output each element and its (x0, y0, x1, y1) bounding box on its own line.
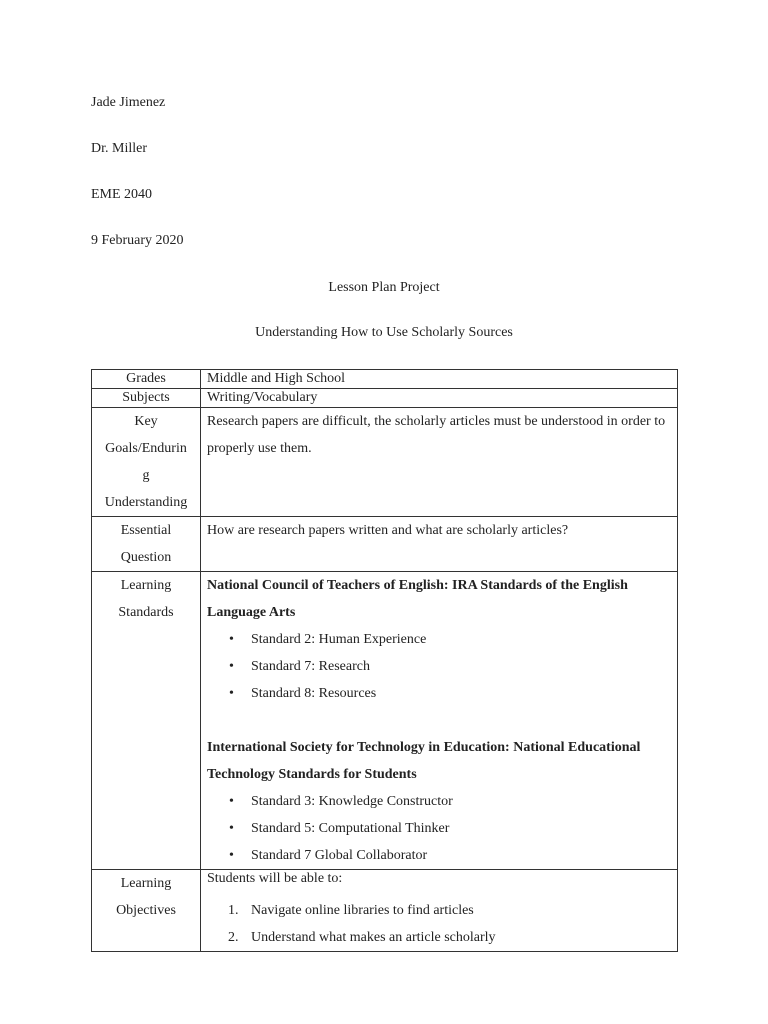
document-subtitle: Understanding How to Use Scholarly Sources (255, 325, 513, 340)
objective-text: Navigate online libraries to find articles (251, 903, 474, 918)
standards-list (207, 788, 671, 869)
list-item (207, 897, 671, 924)
spacer (207, 707, 671, 734)
objective-text: Understand what makes an article scholarly (251, 930, 496, 945)
standard-text: Standard 7 Global Collaborator (251, 848, 428, 863)
list-item (207, 653, 671, 680)
key-goals-label-line: Understanding (104, 495, 188, 510)
essential-question-label-line: Essential (120, 523, 172, 538)
key-goals-label (92, 408, 201, 517)
learning-objectives-label (92, 870, 201, 952)
list-number: 2. (228, 930, 239, 945)
table-row-learning-objectives (92, 870, 678, 952)
standards-list (207, 626, 671, 707)
key-goals-label-line: Goals/Endurin (105, 441, 187, 456)
table-row-essential-question (92, 517, 678, 572)
bullet-icon: • (229, 794, 234, 809)
objectives-list (207, 897, 671, 951)
essential-question-label-line: Question (120, 550, 172, 565)
document-date: 9 February 2020 (91, 233, 184, 248)
lesson-plan-table (91, 369, 678, 952)
standards-group-heading: National Council of Teachers of English: IRA Standards of the English Language Arts (207, 578, 628, 620)
key-goals-value: Research papers are difficult, the scholarly articles must be understood in order to properly use them. (201, 408, 678, 517)
learning-objectives-label-line: Learning (120, 876, 172, 891)
course-code: EME 2040 (91, 187, 153, 202)
key-goals-label-line: Key (134, 414, 158, 429)
learning-standards-label-line: Learning (120, 578, 172, 593)
standard-text: Standard 3: Knowledge Constructor (251, 794, 453, 809)
learning-objectives-value (201, 870, 678, 952)
learning-standards-label (92, 572, 201, 870)
bullet-icon: • (229, 686, 234, 701)
subjects-value: Writing/Vocabulary (201, 389, 678, 408)
student-name: Jade Jimenez (91, 95, 166, 110)
instructor-name: Dr. Miller (91, 141, 147, 156)
learning-standards-value (201, 572, 678, 870)
standard-text: Standard 8: Resources (251, 686, 377, 701)
table-row-learning-standards (92, 572, 678, 870)
list-item (207, 626, 671, 653)
essential-question-label (92, 517, 201, 572)
list-item (207, 680, 671, 707)
list-item (207, 788, 671, 815)
key-goals-label-line: g (142, 468, 150, 483)
essential-question-value: How are research papers written and what are scholarly articles? (201, 517, 678, 572)
standard-text: Standard 5: Computational Thinker (251, 821, 450, 836)
list-number: 1. (228, 903, 239, 918)
bullet-icon: • (229, 821, 234, 836)
table-row-key-goals (92, 408, 678, 517)
list-item (207, 815, 671, 842)
grades-value: Middle and High School (201, 370, 678, 389)
bullet-icon: • (229, 848, 234, 863)
table-row-subjects (92, 389, 678, 408)
standard-text: Standard 7: Research (251, 659, 370, 674)
document-title: Lesson Plan Project (328, 280, 440, 295)
grades-label: Grades (92, 370, 201, 389)
subjects-label: Subjects (92, 389, 201, 408)
standard-text: Standard 2: Human Experience (251, 632, 427, 647)
table-row-grades (92, 370, 678, 389)
objectives-intro: Students will be able to: (207, 871, 343, 886)
learning-standards-label-line: Standards (118, 605, 174, 620)
list-item (207, 842, 671, 869)
list-item (207, 924, 671, 951)
standards-group-heading: International Society for Technology in Education: National Educational Technology Standards for Students (207, 740, 641, 782)
bullet-icon: • (229, 632, 234, 647)
bullet-icon: • (229, 659, 234, 674)
learning-objectives-label-line: Objectives (116, 903, 176, 918)
